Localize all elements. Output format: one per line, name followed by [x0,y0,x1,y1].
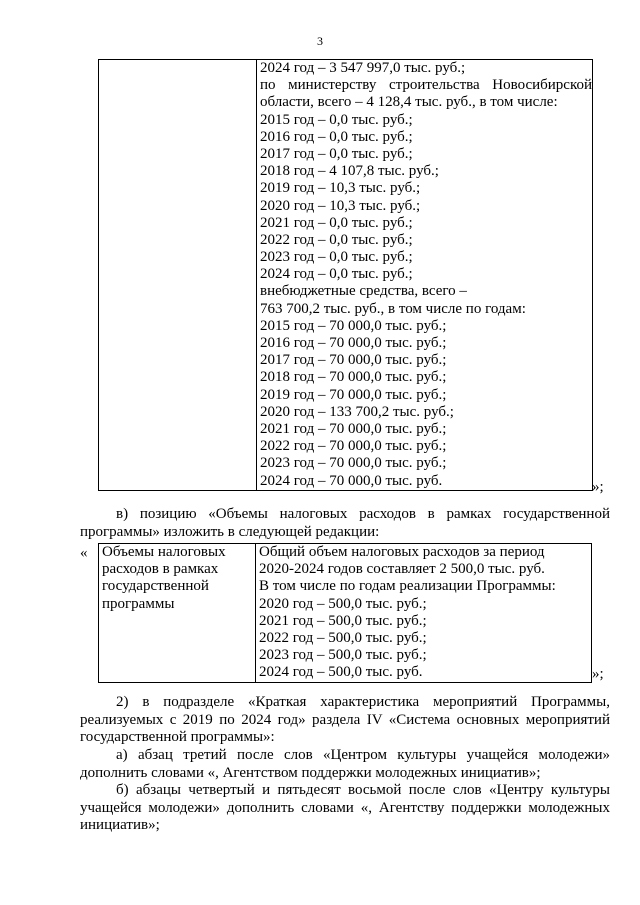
funding-line: 2021 год – 70 000,0 тыс. руб.; [260,420,447,437]
tax-value-line: 2024 год – 500,0 тыс. руб. [259,664,423,681]
funding-line: 2019 год – 10,3 тыс. руб.; [260,180,421,197]
tax-expenses-table [98,543,592,683]
tax-value-line: 2020-2024 годов составляет 2 500,0 тыс. руб. [259,561,545,578]
funding-line: 2022 год – 70 000,0 тыс. руб.; [260,438,447,455]
funding-table-left-cell [99,60,257,491]
funding-line: 2017 год – 70 000,0 тыс. руб.; [260,352,447,369]
funding-line: 2015 год – 70 000,0 тыс. руб.; [260,317,447,334]
tax-value-line: 2022 год – 500,0 тыс. руб.; [259,629,427,646]
funding-line: по министерству строительства Новосибирской [260,77,592,94]
funding-line: 763 700,2 тыс. руб., в том числе по годам: [260,300,526,317]
tax-label-line: Объемы налоговых [102,544,226,560]
tax-label-line: программы [102,595,175,612]
tax-label-line: расходов в рамках [102,561,219,578]
funding-line: 2021 год – 0,0 тыс. руб.; [260,214,413,231]
paragraph-v: в) позицию «Объемы налоговых расходов в рамках государственной программы» изложить в следующей редакции: [80,506,610,540]
tax-value-line: 2021 год – 500,0 тыс. руб.; [259,612,427,629]
paragraph-b: б) абзацы четвертый и пятьдесят восьмой после слов «Центру культуры учащейся молодежи» дополнить словами «, Агентству поддержки молодежных инициатив»; [80,782,610,833]
tax-expenses-label-cell [99,544,256,683]
funding-line: 2020 год – 133 700,2 тыс. руб.; [260,403,454,420]
funding-line: 2023 год – 70 000,0 тыс. руб.; [260,455,447,472]
funding-line: 2024 год – 70 000,0 тыс. руб. [260,472,443,489]
tax-value-line: Общий объем налоговых расходов за период [259,544,545,560]
table1-close-quote: »; [592,479,604,495]
tax-value-line: В том числе по годам реализации Программы: [259,578,556,595]
page-number: 3 [317,34,323,48]
funding-line: 2024 год – 0,0 тыс. руб.; [260,266,413,283]
funding-line: 2016 год – 70 000,0 тыс. руб.; [260,335,447,351]
paragraph-2: 2) в подразделе «Краткая характеристика мероприятий Программы, реализуемых с 2019 по 2024 год» раздела IV «Система основных мероприятий государственной программы»: [80,694,610,745]
tax-label-line: государственной [102,578,209,595]
table2-open-quote: « [80,545,88,561]
funding-line: 2020 год – 10,3 тыс. руб.; [260,197,421,214]
funding-line: внебюджетные средства, всего – [260,283,467,300]
funding-line: 2019 год – 70 000,0 тыс. руб.; [260,386,447,403]
funding-line: 2017 год – 0,0 тыс. руб.; [260,145,413,162]
funding-line: 2016 год – 0,0 тыс. руб.; [260,128,413,145]
funding-line: 2015 год – 0,0 тыс. руб.; [260,111,413,128]
funding-line: 2018 год – 70 000,0 тыс. руб.; [260,369,447,386]
funding-table [98,59,593,491]
funding-line: 2022 год – 0,0 тыс. руб.; [260,231,413,248]
funding-line: области, всего – 4 128,4 тыс. руб., в том числе: [260,94,558,111]
funding-line: 2018 год – 4 107,8 тыс. руб.; [260,163,439,180]
funding-line: 2024 год – 3 547 997,0 тыс. руб.; [260,60,466,76]
funding-table-right-cell [257,60,593,491]
tax-expenses-value-cell [256,544,592,683]
tax-value-line: 2020 год – 500,0 тыс. руб.; [259,595,427,612]
funding-line: 2023 год – 0,0 тыс. руб.; [260,249,413,266]
tax-value-line: 2023 год – 500,0 тыс. руб.; [259,647,427,664]
paragraph-a: а) абзац третий после слов «Центром культуры учащейся молодежи» дополнить словами «, Агентством поддержки молодежных инициатив»; [80,747,610,781]
table2-close-quote: »; [592,666,604,682]
